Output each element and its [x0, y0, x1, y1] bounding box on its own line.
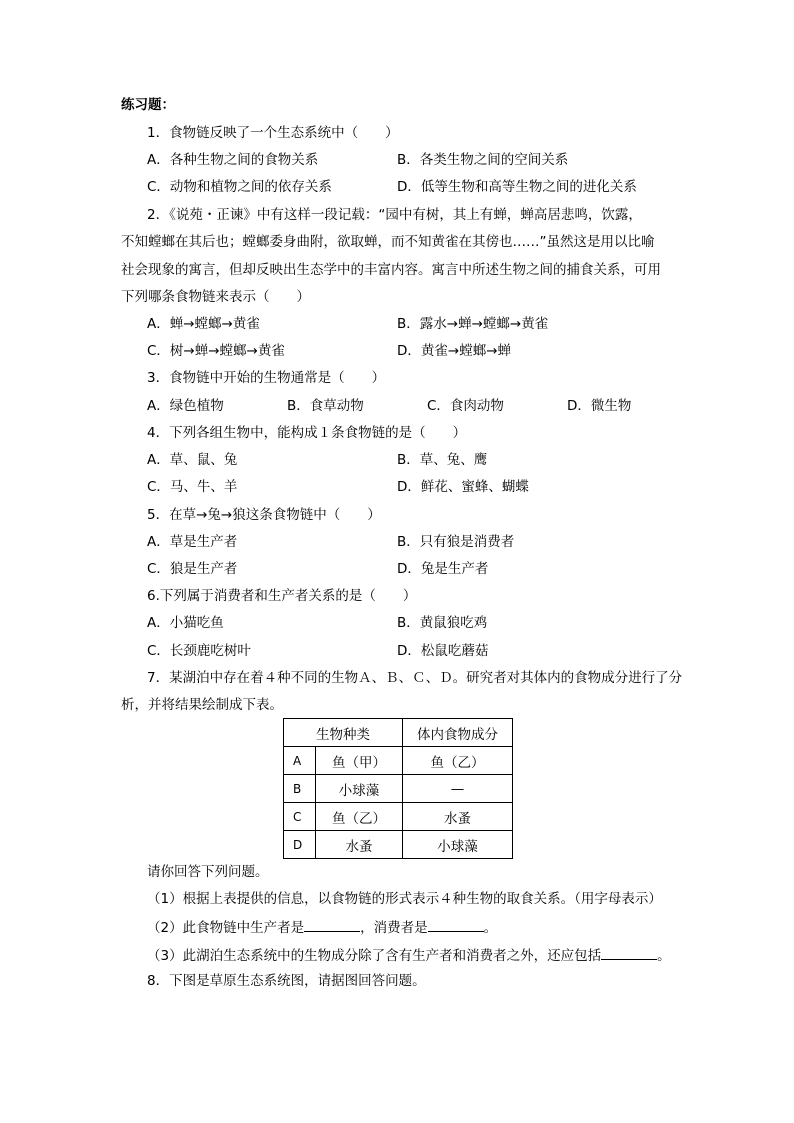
- question-2-line-2: 不知螳螂在其后也；螳螂委身曲附，欲取蝉，而不知黄雀在其傍也……”虽然这是用以比喻: [121, 234, 655, 250]
- question-6-option-d: D．松鼠吃蘑菇: [397, 643, 489, 659]
- question-5-stem: 5．在草→兔→狼这条食物链中（ ）: [147, 507, 381, 523]
- table-cell-food: 水蚤: [403, 803, 513, 831]
- question-1-option-b: B．各类生物之间的空间关系: [397, 152, 569, 168]
- table-header-row: [284, 719, 513, 747]
- food-composition-table: [283, 718, 513, 859]
- question-1-option-c: C．动物和植物之间的依存关系: [147, 179, 332, 195]
- question-2-line-1: 2．《说苑・正谏》中有这样一段记载：“园中有树，其上有蝉，蝉高居悲鸣，饮露，: [147, 207, 642, 223]
- question-5-option-d: D．兔是生产者: [397, 561, 489, 577]
- question-2-line-3: 社会现象的寓言，但却反映出生态学中的丰富内容。寓言中所述生物之间的捕食关系，可用: [121, 262, 661, 278]
- page-heading: 练习题：: [121, 97, 175, 113]
- question-4-option-a: A．草、鼠、兔: [147, 452, 238, 468]
- question-7-sub-2: [147, 917, 497, 937]
- question-5-option-b: B．只有狼是消费者: [397, 534, 515, 550]
- question-8-stem: 8．下图是草原生态系统图，请据图回答问题。: [147, 973, 426, 989]
- question-7-line-1: 7．某湖泊中存在着４种不同的生物Ａ、Ｂ、Ｃ、Ｄ。研究者对其体内的食物成分进行了分: [147, 670, 683, 686]
- question-3-option-a: A．绿色植物: [147, 398, 224, 414]
- question-6-stem: 6.下列属于消费者和生产者关系的是（ ）: [147, 588, 417, 604]
- question-4-stem: 4．下列各组生物中，能构成１条食物链的是（ ）: [147, 425, 467, 441]
- table-cell-species: 水蚤: [316, 831, 403, 859]
- question-7-line-2: 析，并将结果绘制成下表。: [121, 697, 283, 713]
- sub-2-text-a: （2）此食物链中生产者是: [147, 920, 305, 936]
- table-cell-food: 鱼（乙）: [403, 747, 513, 775]
- question-7-sub-3: [147, 945, 671, 965]
- question-3-option-d: D．微生物: [567, 398, 632, 414]
- table-cell-food: —: [403, 775, 513, 803]
- table-cell-species: 小球藻: [316, 775, 403, 803]
- sub-3-text-a: （3）此湖泊生态系统中的生物成分除了含有生产者和消费者之外，还应包括: [147, 948, 602, 964]
- question-6-option-b: B．黄鼠狼吃鸡: [397, 615, 488, 631]
- question-1-option-a: A．各种生物之间的食物关系: [147, 152, 319, 168]
- question-5-option-c: C．狼是生产者: [147, 561, 238, 577]
- table-cell-id: B: [284, 775, 316, 803]
- question-3-stem: 3．食物链中开始的生物通常是（ ）: [147, 370, 386, 386]
- table-cell-species: 鱼（甲）: [316, 747, 403, 775]
- table-header-food: 体内食物成分: [403, 719, 513, 747]
- question-2-option-b: B．露水→蝉→螳螂→黄雀: [397, 316, 549, 332]
- table-cell-id: D: [284, 831, 316, 859]
- table-header-species: 生物种类: [284, 719, 403, 747]
- table-row: [284, 747, 513, 775]
- sub-3-text-b: 。: [657, 948, 671, 964]
- question-7-prompt: 请你回答下列问题。: [147, 864, 269, 880]
- question-2-option-a: A．蝉→螳螂→黄雀: [147, 316, 260, 332]
- table-cell-id: C: [284, 803, 316, 831]
- question-6-option-c: C．长颈鹿吃树叶: [147, 643, 251, 659]
- table-cell-species: 鱼（乙）: [316, 803, 403, 831]
- sub-2-text-c: 。: [483, 920, 498, 936]
- sub-2-text-b: ，消费者是: [360, 920, 428, 936]
- question-5-option-a: A．草是生产者: [147, 534, 238, 550]
- question-2-option-c: C．树→蝉→螳螂→黄雀: [147, 343, 285, 359]
- other-components-answer-blank[interactable]: [601, 945, 657, 960]
- table-row: [284, 803, 513, 831]
- consumer-answer-blank[interactable]: [428, 917, 484, 932]
- question-1-option-d: D．低等生物和高等生物之间的进化关系: [397, 179, 637, 195]
- question-6-option-a: A．小猫吃鱼: [147, 615, 224, 631]
- question-4-option-c: C．马、牛、羊: [147, 479, 238, 495]
- question-3-option-b: B．食草动物: [287, 398, 364, 414]
- table-row: [284, 775, 513, 803]
- question-4-option-d: D．鲜花、蜜蜂、蝴蝶: [397, 479, 529, 495]
- question-2-option-d: D．黄雀→螳螂→蝉: [397, 343, 512, 359]
- question-2-line-4: 下列哪条食物链来表示（ ）: [121, 289, 310, 305]
- table-cell-food: 小球藻: [403, 831, 513, 859]
- table-row: [284, 831, 513, 859]
- question-7-sub-1: （1）根据上表提供的信息，以食物链的形式表示４种生物的取食关系。（用字母表示）: [147, 891, 662, 907]
- question-4-option-b: B．草、兔、鹰: [397, 452, 488, 468]
- producer-answer-blank[interactable]: [304, 917, 360, 932]
- table-cell-id: A: [284, 747, 316, 775]
- question-1-stem: 1．食物链反映了一个生态系统中（ ）: [147, 125, 399, 141]
- question-3-option-c: C．食肉动物: [427, 398, 504, 414]
